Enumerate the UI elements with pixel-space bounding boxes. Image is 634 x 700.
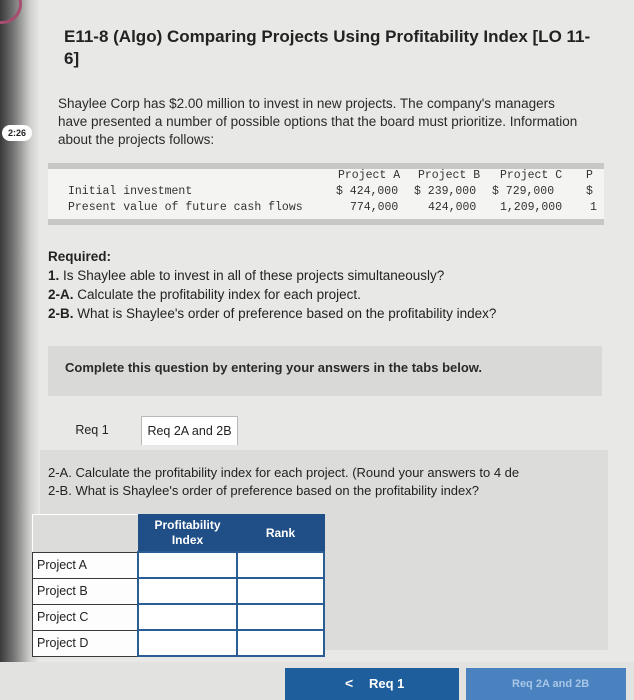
panel-line-2a: 2-A. Calculate the profitability index for each project. (Round your answers to 4 de	[48, 465, 520, 480]
item-number: 1.	[48, 268, 60, 283]
panel-instructions	[48, 464, 608, 500]
tab-req-1[interactable]: Req 1	[75, 423, 109, 437]
timer-badge: 2:26	[2, 125, 32, 141]
header-project-d: P	[586, 169, 593, 182]
table-header-row	[48, 169, 604, 185]
item-text: Is Shaylee able to invest in all of these projects simultaneously?	[63, 268, 445, 283]
table-row	[48, 201, 604, 217]
rank-input-project-b[interactable]	[237, 578, 324, 604]
rank-input-project-a[interactable]	[237, 552, 324, 578]
table-row	[33, 578, 325, 604]
header-rank: Rank	[237, 515, 324, 553]
item-text: What is Shaylee's order of preference based on the profitability index?	[77, 306, 497, 321]
rank-input-project-c[interactable]	[237, 604, 324, 630]
pi-input-project-c[interactable]	[138, 604, 237, 630]
header-project-c: Project C	[500, 169, 563, 182]
cell-value: 424,000	[428, 201, 477, 214]
cell-value: 1	[590, 201, 597, 214]
header-project-b: Project B	[418, 169, 481, 182]
table-row	[48, 185, 604, 201]
row-label-project-b: Project B	[33, 578, 139, 604]
cell-value: $ 239,000	[414, 185, 477, 198]
pi-input-project-d[interactable]	[138, 630, 237, 656]
header-profitability-index: Profitability Index	[138, 515, 237, 553]
panel-line-2b: 2-B. What is Shaylee's order of preference based on the profitability index?	[48, 483, 479, 498]
cell-value: 774,000	[350, 201, 399, 214]
required-section	[48, 247, 608, 323]
next-button-label: Req 2A and 2B	[512, 678, 590, 690]
table-row	[33, 552, 325, 578]
chevron-left-icon: <	[345, 675, 354, 691]
item-text: Calculate the profitability index for each project.	[77, 287, 361, 302]
table-row	[33, 604, 325, 630]
required-item	[48, 266, 608, 285]
cell-value: $ 729,000	[492, 185, 555, 198]
instructions-banner	[48, 346, 602, 396]
row-label: Present value of future cash flows	[68, 201, 303, 214]
project-data-table	[48, 163, 604, 225]
table-row	[33, 630, 325, 656]
tab-req-2a-2b[interactable]: Req 2A and 2B	[141, 416, 238, 445]
instructions-text: Complete this question by entering your answers in the tabs below.	[65, 360, 483, 375]
cell-value: $ 424,000	[336, 185, 399, 198]
pi-input-project-b[interactable]	[138, 578, 237, 604]
required-heading: Required:	[48, 249, 112, 264]
row-label-project-a: Project A	[33, 552, 139, 578]
answer-table	[32, 514, 325, 657]
table-rule-bottom	[48, 219, 604, 225]
row-label-project-d: Project D	[33, 630, 139, 656]
blank-header	[33, 515, 139, 553]
next-req-2a-2b-button[interactable]	[466, 668, 626, 700]
tab-strip	[40, 402, 608, 450]
row-label-project-c: Project C	[33, 604, 139, 630]
item-number: 2-A.	[48, 287, 74, 302]
prev-req-1-button[interactable]	[285, 668, 459, 700]
question-intro: Shaylee Corp has $2.00 million to invest in new projects. The company's managers have presented a number of possible options that the board must prioritize. Information about the projects follows:	[58, 96, 578, 147]
prev-button-label: Req 1	[369, 676, 405, 691]
item-number: 2-B.	[48, 306, 74, 321]
required-item	[48, 285, 608, 304]
required-item	[48, 304, 608, 323]
pi-input-project-a[interactable]	[138, 552, 237, 578]
cell-value: $	[586, 185, 593, 198]
row-label: Initial investment	[68, 185, 193, 198]
cell-value: 1,209,000	[500, 201, 563, 214]
rank-input-project-d[interactable]	[237, 630, 324, 656]
header-project-a: Project A	[338, 169, 401, 182]
question-title: E11-8 (Algo) Comparing Projects Using Profitability Index [LO 11-6]	[64, 27, 591, 68]
